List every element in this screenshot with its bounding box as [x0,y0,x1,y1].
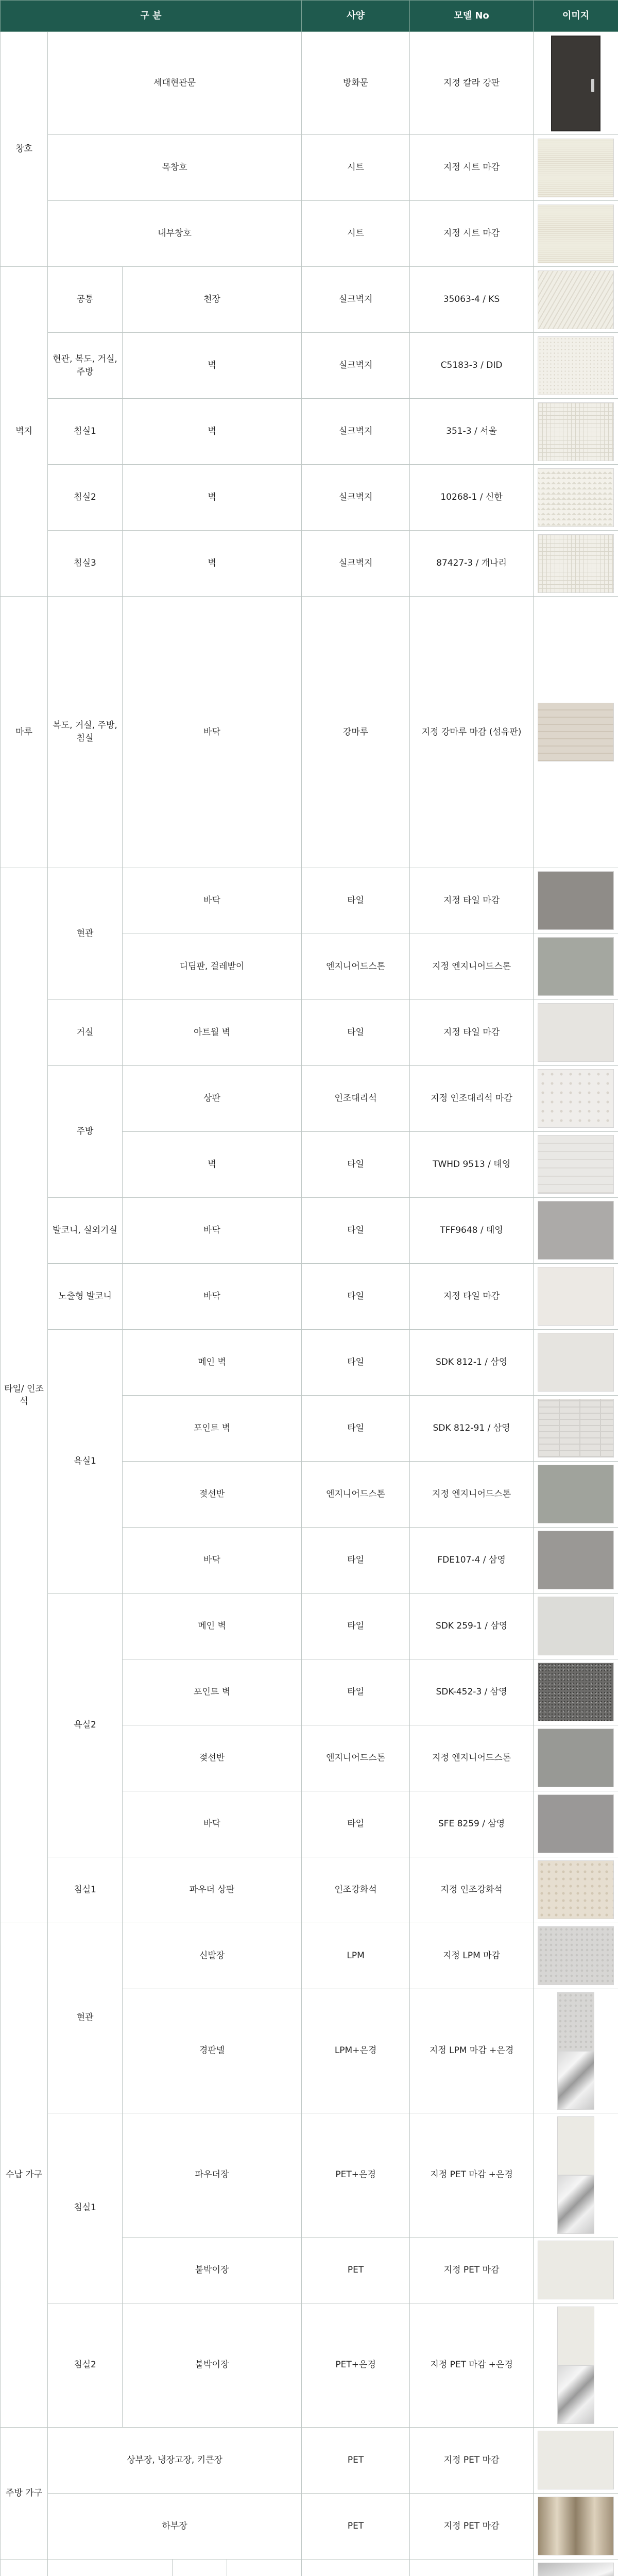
spec-cell: 실크벽지 [302,333,410,399]
model-cell: 지정 인조강화석 [410,1857,534,1923]
image-cell [534,267,618,333]
model-cell: 지정 시트 마감 [410,135,534,201]
group-bath-cabinet [1,2559,48,2576]
image-cell [534,465,618,531]
image-cell [534,201,618,267]
image-cell [534,2303,618,2427]
header-image: 이미지 [534,1,618,32]
image-cell [534,1725,618,1791]
part-cell: 포인트 벽 [123,1395,302,1461]
location-cell: 침실2 [48,465,123,531]
image-cell [534,934,618,999]
image-cell [534,1857,618,1923]
spec-cell: 인조대리석 [302,1065,410,1131]
sheet-swatch [538,205,614,263]
location-cell: 주방 [48,1065,123,1197]
model-cell: TWHD 9513 / 태영 [410,1131,534,1197]
spec-cell: 강마루 [302,597,410,868]
model-cell: 지정 PET 마감 [410,2427,534,2493]
model-cell: SDK 812-1 / 삼영 [410,1329,534,1395]
model-cell: 지정 타일 마감 [410,999,534,1065]
part-cell: 젖선반 [123,1461,302,1527]
part-cell: 벽 [123,399,302,465]
image-cell [534,1791,618,1857]
image-cell [534,868,618,934]
spec-cell: PET+은경 [302,2303,410,2427]
wallpaper-swatch [538,270,614,329]
image-cell [534,1197,618,1263]
spec-cell: PET [302,2237,410,2303]
location-cell: 거실 [48,999,123,1065]
wallpaper-swatch [538,534,614,593]
spec-cell: PET [302,2427,410,2493]
spec-cell: PET [302,2493,410,2559]
part-cell: 포인트 벽 [123,1659,302,1725]
model-cell: 지정 칼라 강판 [410,32,534,135]
part-cell: 천장 [123,267,302,333]
location-cell: 현관 [48,868,123,999]
location-cell: 현관, 복도, 거실, 주방 [48,333,123,399]
spec-cell: 방화문 [302,32,410,135]
spec-cell: 엔지니어드스톤 [302,1725,410,1791]
part-cell: 파우더 상판 [123,1857,302,1923]
tile-swatch [538,1333,614,1392]
header-spec: 사양 [302,1,410,32]
pet-swatch [557,2307,595,2365]
model-cell: 지정 PET 마감 [410,2237,534,2303]
spec-cell: LPM [302,1923,410,1989]
wallpaper-swatch [538,402,614,461]
image-cell [534,1065,618,1131]
metal-swatch [538,2497,614,2555]
mirror-swatch [557,2175,595,2234]
header-model: 모델 No [410,1,534,32]
spec-cell: 타일 [302,1329,410,1395]
image-cell [534,999,618,1065]
location-cell: 발코니, 실외기실 [48,1197,123,1263]
stone-swatch [538,937,614,996]
spec-cell: 타일 [302,1263,410,1329]
model-cell: 35063-4 / KS [410,267,534,333]
tile-swatch [538,1267,614,1326]
image-cell [534,2427,618,2493]
part-cell: 벽 [123,465,302,531]
location-cell: 침실1 [48,1857,123,1923]
stone-swatch [538,1728,614,1787]
mirror-swatch [557,2365,595,2424]
spec-cell: PET+은경 [302,2113,410,2237]
image-cell [534,1923,618,1989]
image-cell [534,1461,618,1527]
image-cell [534,1131,618,1197]
spec-cell: 타일 [302,999,410,1065]
spec-cell: 인조강화석 [302,1857,410,1923]
part-cell: 바닥 [123,1527,302,1593]
part-cell: 신발장 [123,1923,302,1989]
wallpaper-swatch [538,336,614,395]
mirror-swatch [538,2563,614,2576]
part-cell: 바닥 [123,868,302,934]
location-cell: 욕실1 [48,1329,123,1593]
group-kitchen-furniture: 주방 가구 [1,2427,48,2559]
location-cell: 침실1 [48,2113,123,2303]
header-gubun: 구 분 [1,1,302,32]
pet-swatch [538,2431,614,2489]
spec-cell: 실크벽지 [302,465,410,531]
part-cell: 붙박이장 [123,2237,302,2303]
model-cell: TFF9648 / 태영 [410,1197,534,1263]
location-cell: 현관 [48,1923,123,2113]
model-cell: 지정 시트 마감 [410,201,534,267]
spec-cell: 시트 [302,135,410,201]
image-cell [534,531,618,597]
location-cell: 침실2 [48,2303,123,2427]
group-wallpaper: 벽지 [1,267,48,597]
row-label: 목창호 [48,135,302,201]
part-cell: 파우더장 [123,2113,302,2237]
part-cell [173,2559,227,2576]
door-swatch [551,36,600,131]
image-cell [534,1659,618,1725]
part-cell: 바닥 [123,1263,302,1329]
image-cell [534,32,618,135]
image-cell [534,2113,618,2237]
part-cell: 메인 벽 [123,1593,302,1659]
part-cell: 젖선반 [123,1725,302,1791]
row-label: 세대현관문 [48,32,302,135]
model-cell: 지정 PET 마감 [410,2493,534,2559]
spec-cell: 타일 [302,1593,410,1659]
image-cell [534,1989,618,2113]
model-cell: 지정 엔지니어드스톤 [410,1725,534,1791]
image-cell [534,1263,618,1329]
part-cell: 벽 [123,531,302,597]
spec-cell: 타일 [302,1131,410,1197]
lpm-swatch [538,1926,614,1985]
location-cell: 침실3 [48,531,123,597]
spec-cell: 타일 [302,1197,410,1263]
row-label: 상부장, 냉장고장, 키큰장 [48,2427,302,2493]
part-cell: 붙박이장 [123,2303,302,2427]
row-label: 내부창호 [48,201,302,267]
model-cell [410,2559,534,2576]
image-cell [534,135,618,201]
model-cell: SFE 8259 / 삼영 [410,1791,534,1857]
lpm-swatch [557,1992,595,2051]
model-cell: FDE107-4 / 삼영 [410,1527,534,1593]
tile-swatch [538,871,614,930]
image-cell [534,597,618,868]
part-cell: 경판넬 [123,1989,302,2113]
tile-swatch [538,1135,614,1194]
spec-cell: 실크벽지 [302,399,410,465]
model-cell: 지정 LPM 마감 [410,1923,534,1989]
image-cell [534,399,618,465]
model-cell: SDK 812-91 / 삼영 [410,1395,534,1461]
group-storage: 수납 가구 [1,1923,48,2427]
stone-swatch [538,1860,614,1919]
tile-swatch [538,1531,614,1589]
part-cell: 바닥 [123,1791,302,1857]
image-cell [534,2237,618,2303]
sheet-swatch [538,139,614,197]
spec-cell: LPM+은경 [302,1989,410,2113]
model-cell: 10268-1 / 신한 [410,465,534,531]
tile-swatch [538,1597,614,1655]
group-tile: 타일/ 인조석 [1,868,48,1923]
sub-part-cell [227,2559,302,2576]
model-cell: 지정 인조대리석 마감 [410,1065,534,1131]
spec-cell: 타일 [302,1395,410,1461]
pet-swatch [557,2116,595,2175]
model-cell: 지정 타일 마감 [410,868,534,934]
model-cell: 87427-3 / 개나리 [410,531,534,597]
mirror-swatch [557,2051,595,2110]
marble-swatch [538,1069,614,1128]
spec-cell: 타일 [302,868,410,934]
part-cell: 벽 [123,1131,302,1197]
row-label: 하부장 [48,2493,302,2559]
spec-cell: 타일 [302,1527,410,1593]
model-cell: 지정 엔지니어드스톤 [410,934,534,999]
group-window: 창호 [1,32,48,267]
floor-swatch [538,703,614,761]
tile-swatch [538,1794,614,1853]
spec-cell: 엔지니어드스톤 [302,1461,410,1527]
tile-swatch [538,1399,614,1458]
spec-cell: 실크벽지 [302,531,410,597]
model-cell: C5183-3 / DID [410,333,534,399]
part-cell: 메인 벽 [123,1329,302,1395]
spec-cell: 타일 [302,1791,410,1857]
model-cell: 지정 강마루 마감 (섬유판) [410,597,534,868]
tile-swatch [538,1663,614,1721]
group-floor: 마루 [1,597,48,868]
pet-swatch [538,2241,614,2299]
image-cell [534,1593,618,1659]
spec-cell [302,2559,410,2576]
location-cell: 노출형 발코니 [48,1263,123,1329]
image-cell [534,2559,618,2576]
wallpaper-swatch [538,468,614,527]
model-cell: 지정 PET 마감 +은경 [410,2113,534,2237]
stone-swatch [538,1465,614,1523]
part-cell: 아트월 벽 [123,999,302,1065]
model-cell: 지정 타일 마감 [410,1263,534,1329]
model-cell: 351-3 / 서울 [410,399,534,465]
part-cell: 디딤판, 걸레받이 [123,934,302,999]
spec-cell: 실크벽지 [302,267,410,333]
location-cell: 욕실2 [48,1593,123,1857]
model-cell: 지정 LPM 마감 +은경 [410,1989,534,2113]
model-cell: SDK-452-3 / 삼영 [410,1659,534,1725]
model-cell: 지정 PET 마감 +은경 [410,2303,534,2427]
location-cell: 공통 [48,267,123,333]
spec-cell: 타일 [302,1659,410,1725]
tile-swatch [538,1201,614,1260]
tile-swatch [538,1003,614,1062]
image-cell [534,1329,618,1395]
image-cell [534,1395,618,1461]
location-cell [48,2559,173,2576]
image-cell [534,1527,618,1593]
part-cell: 바닥 [123,1197,302,1263]
image-cell [534,2493,618,2559]
image-cell [534,333,618,399]
location-cell: 침실1 [48,399,123,465]
spec-cell: 시트 [302,201,410,267]
part-cell: 상판 [123,1065,302,1131]
part-cell: 벽 [123,333,302,399]
spec-cell: 엔지니어드스톤 [302,934,410,999]
part-cell: 바닥 [123,597,302,868]
model-cell: 지정 엔지니어드스톤 [410,1461,534,1527]
location-cell: 복도, 거실, 주방, 침실 [48,597,123,868]
model-cell: SDK 259-1 / 삼영 [410,1593,534,1659]
